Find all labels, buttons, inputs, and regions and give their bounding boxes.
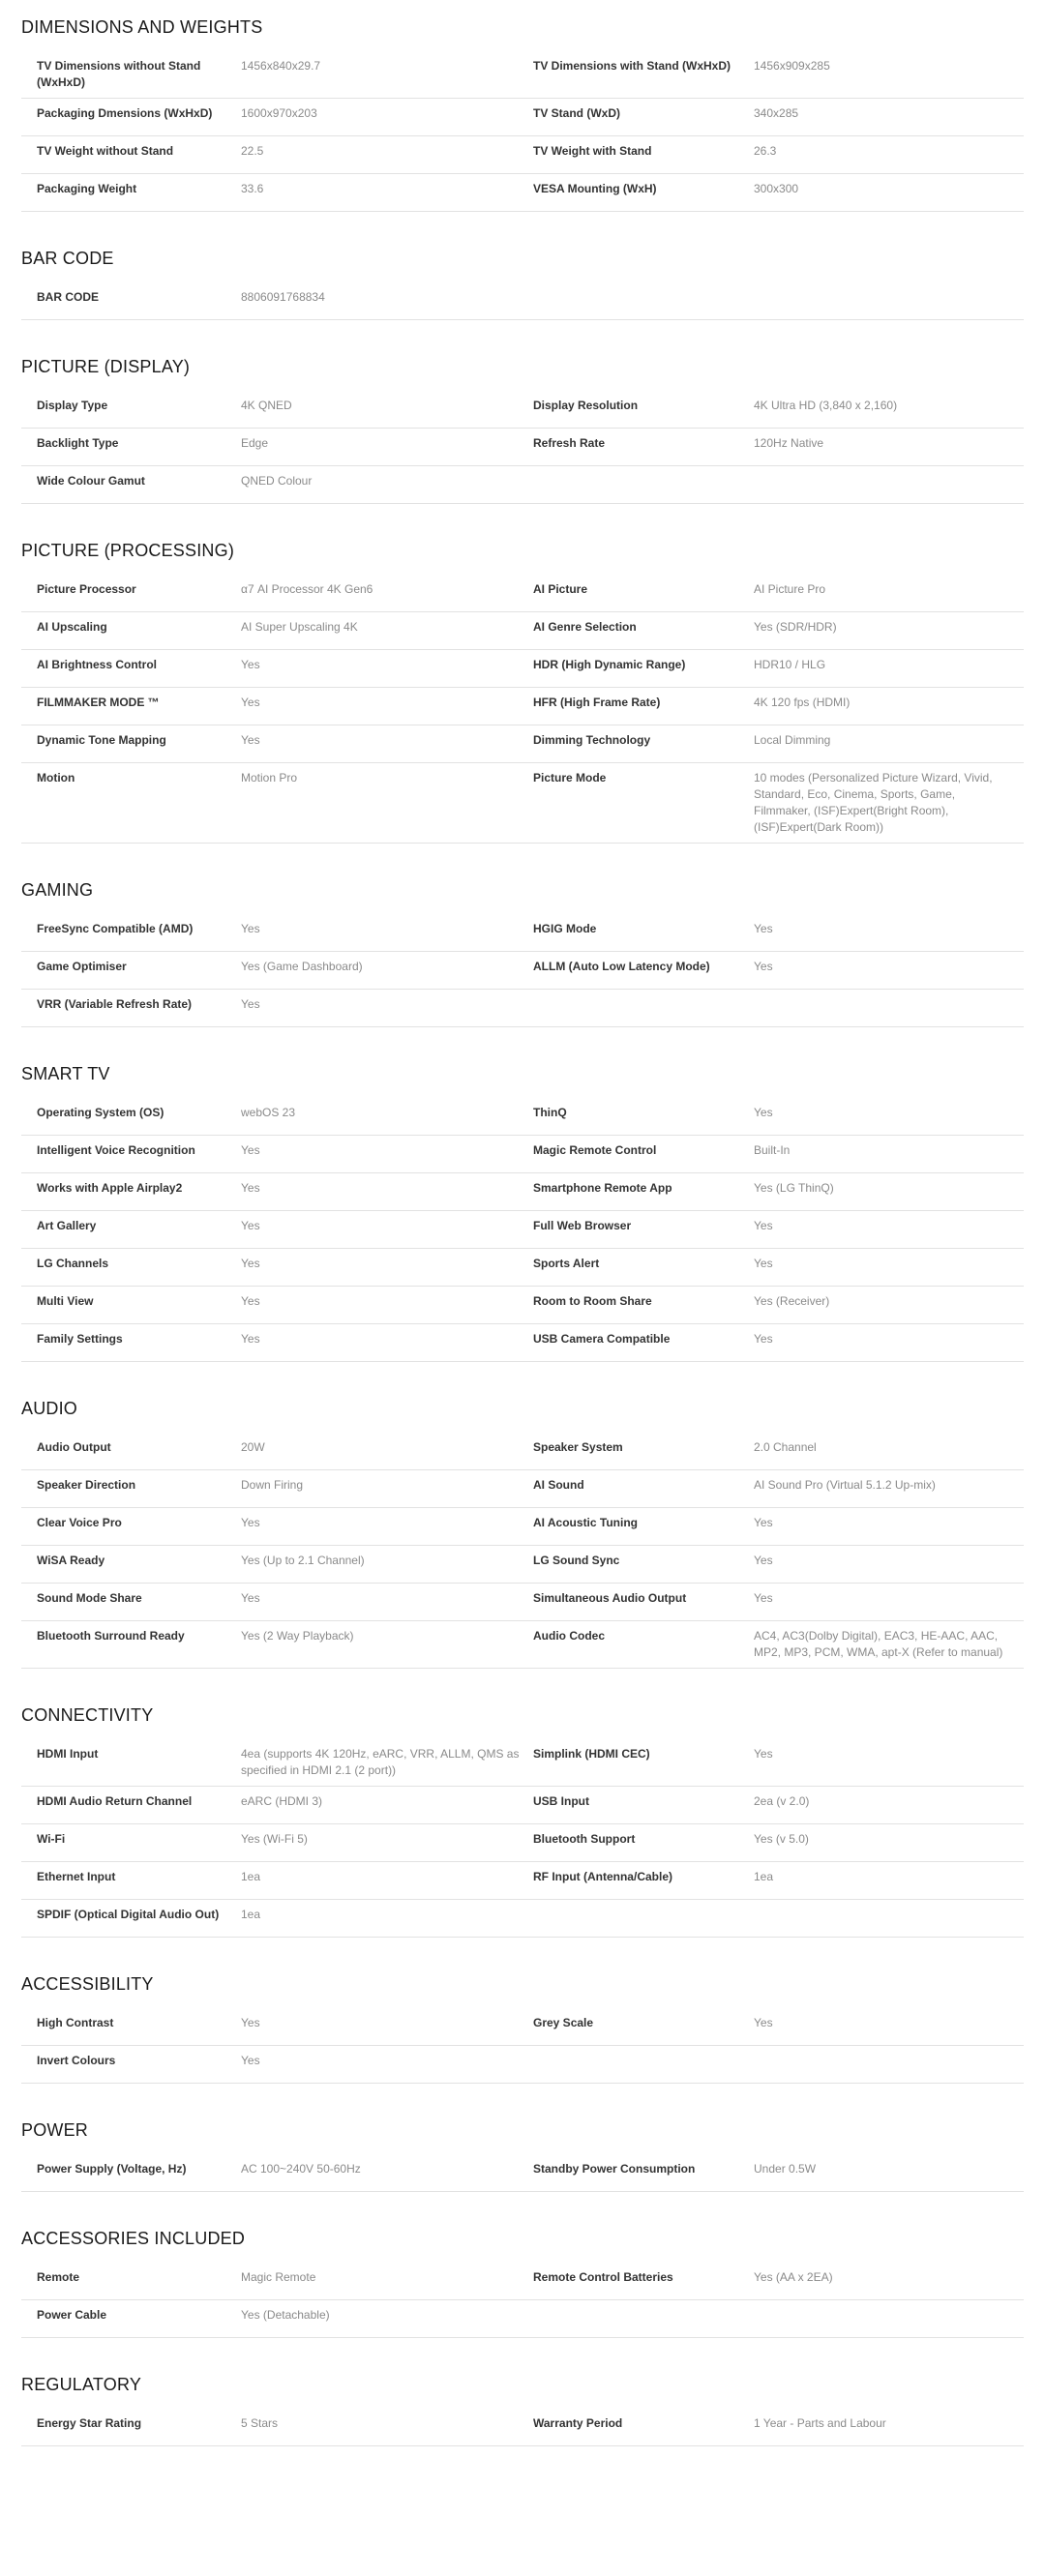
spec-row xyxy=(21,612,1024,650)
spec-label: Full Web Browser xyxy=(533,1219,632,1232)
section-title: PICTURE (DISPLAY) xyxy=(21,357,191,376)
spec-row xyxy=(21,1136,1024,1173)
spec-value: webOS 23 xyxy=(241,1106,296,1119)
spec-row xyxy=(21,466,1024,504)
section-title: POWER xyxy=(21,2120,89,2140)
spec-value: 1 Year - Parts and Labour xyxy=(754,2416,886,2430)
spec-row xyxy=(21,51,1024,99)
spec-value: Yes xyxy=(754,960,773,973)
spec-label: Remote xyxy=(37,2270,80,2284)
spec-value: Yes xyxy=(241,1257,260,1270)
section-title: SMART TV xyxy=(21,1064,110,1083)
spec-label: Simultaneous Audio Output xyxy=(533,1591,687,1605)
spec-label: SPDIF (Optical Digital Audio Out) xyxy=(37,1908,220,1921)
spec-value: 10 modes (Personalized Picture Wizard, Vivid, Standard, Eco, Cinema, Sports, Game, Filmmaker, (ISF)Expert(Bright Room), (ISF)Expert(Dark Room)) xyxy=(754,771,993,834)
spec-value: Yes xyxy=(754,1332,773,1346)
spec-label: Standby Power Consumption xyxy=(533,2162,696,2176)
spec-label: Invert Colours xyxy=(37,2054,116,2067)
spec-value: 22.5 xyxy=(241,144,264,158)
spec-label: Simplink (HDMI CEC) xyxy=(533,1747,650,1761)
spec-row xyxy=(21,1508,1024,1546)
spec-row xyxy=(21,282,1024,320)
spec-value: Yes xyxy=(241,696,260,709)
spec-row xyxy=(21,1621,1024,1669)
spec-value: 1456x909x285 xyxy=(754,59,830,73)
section-title: GAMING xyxy=(21,880,94,900)
spec-label: VRR (Variable Refresh Rate) xyxy=(37,997,193,1011)
spec-row xyxy=(21,914,1024,952)
spec-value: Yes xyxy=(241,1516,260,1529)
spec-section xyxy=(21,249,1024,320)
spec-value: AI Picture Pro xyxy=(754,582,826,596)
spec-value: AI Sound Pro (Virtual 5.1.2 Up-mix) xyxy=(754,1478,936,1492)
spec-label: WiSA Ready xyxy=(37,1554,105,1567)
spec-label: HFR (High Frame Rate) xyxy=(533,696,661,709)
spec-label: Bluetooth Surround Ready xyxy=(37,1629,185,1643)
spec-value: 120Hz Native xyxy=(754,436,824,450)
spec-value: Yes xyxy=(241,1143,260,1157)
spec-section xyxy=(21,1399,1024,1669)
spec-section xyxy=(21,2120,1024,2192)
spec-value: 8806091768834 xyxy=(241,290,325,304)
spec-value: Magic Remote xyxy=(241,2270,316,2284)
spec-value: eARC (HDMI 3) xyxy=(241,1794,323,1808)
spec-row xyxy=(21,391,1024,429)
spec-row xyxy=(21,2154,1024,2192)
spec-label: Bluetooth Support xyxy=(533,1832,636,1846)
spec-label: FILMMAKER MODE ™ xyxy=(37,696,160,709)
spec-value: AC 100~240V 50-60Hz xyxy=(241,2162,361,2176)
spec-row xyxy=(21,1324,1024,1362)
spec-label: Wi-Fi xyxy=(37,1832,66,1846)
spec-section xyxy=(21,880,1024,1027)
spec-label: Power Supply (Voltage, Hz) xyxy=(37,2162,187,2176)
spec-label: TV Weight without Stand xyxy=(37,144,174,158)
spec-value: Yes xyxy=(754,2016,773,2029)
spec-value: Yes (Receiver) xyxy=(754,1294,830,1308)
section-title: PICTURE (PROCESSING) xyxy=(21,541,235,560)
spec-value: AC4, AC3(Dolby Digital), EAC3, HE-AAC, AAC, MP2, MP3, PCM, WMA, apt-X (Refer to manual) xyxy=(754,1629,1003,1659)
spec-label: HDMI Input xyxy=(37,1747,99,1761)
spec-label: TV Dimensions with Stand (WxHxD) xyxy=(533,59,732,73)
spec-value: Down Firing xyxy=(241,1478,304,1492)
spec-row xyxy=(21,1433,1024,1470)
spec-row xyxy=(21,2046,1024,2084)
spec-value: Yes xyxy=(241,1181,260,1195)
spec-value: 26.3 xyxy=(754,144,777,158)
spec-value: Yes xyxy=(241,2016,260,2029)
spec-value: Yes (v 5.0) xyxy=(754,1832,809,1846)
spec-value: 340x285 xyxy=(754,106,799,120)
spec-label: Display Type xyxy=(37,399,108,412)
spec-section xyxy=(21,1974,1024,2084)
spec-row xyxy=(21,1287,1024,1324)
spec-row xyxy=(21,1900,1024,1938)
spec-value: Yes xyxy=(754,1747,773,1761)
spec-row xyxy=(21,2263,1024,2300)
spec-label: ThinQ xyxy=(533,1106,567,1119)
spec-value: Built-In xyxy=(754,1143,791,1157)
spec-row xyxy=(21,1249,1024,1287)
spec-row xyxy=(21,1584,1024,1621)
spec-value: 4K Ultra HD (3,840 x 2,160) xyxy=(754,399,898,412)
spec-value: Yes xyxy=(754,1591,773,1605)
spec-row xyxy=(21,2300,1024,2338)
spec-label: LG Sound Sync xyxy=(533,1554,620,1567)
spec-value: Edge xyxy=(241,436,269,450)
spec-value: Yes xyxy=(241,1332,260,1346)
spec-label: HDR (High Dynamic Range) xyxy=(533,658,686,671)
spec-label: BAR CODE xyxy=(37,290,100,304)
spec-row xyxy=(21,136,1024,174)
spec-row xyxy=(21,1862,1024,1900)
section-title: DIMENSIONS AND WEIGHTS xyxy=(21,17,263,37)
spec-label: Game Optimiser xyxy=(37,960,127,973)
spec-value: Yes (Detachable) xyxy=(241,2308,330,2322)
spec-value: 2.0 Channel xyxy=(754,1440,817,1454)
spec-value: Yes (AA x 2EA) xyxy=(754,2270,833,2284)
spec-value: 1456x840x29.7 xyxy=(241,59,321,73)
spec-value: Yes xyxy=(241,733,260,747)
spec-value: 20W xyxy=(241,1440,265,1454)
spec-value: Yes xyxy=(241,922,260,935)
spec-row xyxy=(21,2008,1024,2046)
spec-label: HGIG Mode xyxy=(533,922,597,935)
spec-section xyxy=(21,2375,1024,2446)
spec-value: 33.6 xyxy=(241,182,264,195)
spec-section xyxy=(21,1064,1024,1362)
spec-label: Backlight Type xyxy=(37,436,119,450)
section-title: REGULATORY xyxy=(21,2375,142,2394)
spec-label: USB Camera Compatible xyxy=(533,1332,671,1346)
spec-label: Magic Remote Control xyxy=(533,1143,657,1157)
spec-label: Warranty Period xyxy=(533,2416,623,2430)
spec-row xyxy=(21,650,1024,688)
spec-section xyxy=(21,541,1024,844)
spec-label: Smartphone Remote App xyxy=(533,1181,672,1195)
spec-label: Operating System (OS) xyxy=(37,1106,164,1119)
spec-value: 5 Stars xyxy=(241,2416,279,2430)
spec-label: Speaker Direction xyxy=(37,1478,136,1492)
spec-label: AI Sound xyxy=(533,1478,584,1492)
spec-section xyxy=(21,2229,1024,2338)
spec-value: Yes xyxy=(241,1219,260,1232)
spec-value: Yes (SDR/HDR) xyxy=(754,620,837,634)
spec-value: Local Dimming xyxy=(754,733,831,747)
spec-label: Dynamic Tone Mapping xyxy=(37,733,166,747)
spec-value: Motion Pro xyxy=(241,771,298,785)
spec-row xyxy=(21,1470,1024,1508)
spec-value: QNED Colour xyxy=(241,474,313,488)
spec-label: Clear Voice Pro xyxy=(37,1516,122,1529)
spec-label: AI Acoustic Tuning xyxy=(533,1516,638,1529)
spec-value: 300x300 xyxy=(754,182,799,195)
spec-value: Yes (Wi-Fi 5) xyxy=(241,1832,308,1846)
spec-label: Multi View xyxy=(37,1294,94,1308)
spec-value: 1ea xyxy=(241,1908,261,1921)
spec-label: Intelligent Voice Recognition xyxy=(37,1143,195,1157)
spec-label: Packaging Weight xyxy=(37,182,137,195)
spec-label: Grey Scale xyxy=(533,2016,594,2029)
spec-row xyxy=(21,952,1024,990)
spec-row xyxy=(21,763,1024,844)
section-title: ACCESSORIES INCLUDED xyxy=(21,2229,246,2248)
spec-label: Remote Control Batteries xyxy=(533,2270,673,2284)
spec-value: HDR10 / HLG xyxy=(754,658,826,671)
spec-label: AI Upscaling xyxy=(37,620,107,634)
spec-row xyxy=(21,688,1024,725)
spec-row xyxy=(21,429,1024,466)
spec-label: Sound Mode Share xyxy=(37,1591,142,1605)
spec-section xyxy=(21,1705,1024,1938)
spec-value: 4ea (supports 4K 120Hz, eARC, VRR, ALLM, QMS as specified in HDMI 2.1 (2 port)) xyxy=(241,1747,520,1777)
spec-row xyxy=(21,1173,1024,1211)
section-title: AUDIO xyxy=(21,1399,78,1418)
spec-label: AI Picture xyxy=(533,582,588,596)
spec-value: 1600x970x203 xyxy=(241,106,317,120)
spec-label: HDMI Audio Return Channel xyxy=(37,1794,193,1808)
spec-value: Yes (Game Dashboard) xyxy=(241,960,363,973)
spec-value: Under 0.5W xyxy=(754,2162,817,2176)
spec-label: Speaker System xyxy=(533,1440,623,1454)
spec-label: TV Dimensions without Stand (WxHxD) xyxy=(37,59,201,89)
spec-value: Yes xyxy=(754,1257,773,1270)
spec-label: High Contrast xyxy=(37,2016,114,2029)
spec-label: Room to Room Share xyxy=(533,1294,652,1308)
spec-label: Audio Codec xyxy=(533,1629,605,1643)
spec-value: 2ea (v 2.0) xyxy=(754,1794,810,1808)
spec-section xyxy=(21,17,1024,212)
spec-label: FreeSync Compatible (AMD) xyxy=(37,922,194,935)
spec-label: Motion xyxy=(37,771,75,785)
spec-value: α7 AI Processor 4K Gen6 xyxy=(241,582,373,596)
spec-value: Yes xyxy=(754,922,773,935)
spec-row xyxy=(21,1739,1024,1787)
spec-row xyxy=(21,99,1024,136)
spec-label: Refresh Rate xyxy=(533,436,606,450)
spec-value: Yes (2 Way Playback) xyxy=(241,1629,354,1643)
spec-label: AI Brightness Control xyxy=(37,658,158,671)
spec-value: AI Super Upscaling 4K xyxy=(241,620,358,634)
spec-value: 1ea xyxy=(754,1870,774,1883)
spec-row xyxy=(21,174,1024,212)
spec-value: 1ea xyxy=(241,1870,261,1883)
spec-value: Yes xyxy=(241,997,260,1011)
spec-label: TV Weight with Stand xyxy=(533,144,652,158)
spec-label: TV Stand (WxD) xyxy=(533,106,620,120)
spec-value: Yes xyxy=(754,1219,773,1232)
spec-value: Yes xyxy=(241,2054,260,2067)
spec-row xyxy=(21,1824,1024,1862)
spec-value: Yes xyxy=(754,1516,773,1529)
spec-value: 4K QNED xyxy=(241,399,292,412)
spec-label: Ethernet Input xyxy=(37,1870,116,1883)
spec-label: Display Resolution xyxy=(533,399,639,412)
section-title: ACCESSIBILITY xyxy=(21,1974,154,1994)
spec-label: Audio Output xyxy=(37,1440,111,1454)
section-title: CONNECTIVITY xyxy=(21,1705,154,1725)
spec-row xyxy=(21,1546,1024,1584)
spec-row xyxy=(21,990,1024,1027)
spec-value: Yes xyxy=(241,1294,260,1308)
spec-row xyxy=(21,1098,1024,1136)
spec-value: Yes xyxy=(241,1591,260,1605)
spec-label: Wide Colour Gamut xyxy=(37,474,145,488)
spec-section xyxy=(21,357,1024,504)
spec-value: Yes (Up to 2.1 Channel) xyxy=(241,1554,365,1567)
spec-row xyxy=(21,1211,1024,1249)
spec-label: Dimming Technology xyxy=(533,733,651,747)
spec-label: RF Input (Antenna/Cable) xyxy=(533,1870,672,1883)
spec-label: VESA Mounting (WxH) xyxy=(533,182,657,195)
spec-value: Yes xyxy=(754,1106,773,1119)
spec-label: Works with Apple Airplay2 xyxy=(37,1181,183,1195)
spec-label: Packaging Dmensions (WxHxD) xyxy=(37,106,213,120)
spec-label: LG Channels xyxy=(37,1257,109,1270)
spec-label: ALLM (Auto Low Latency Mode) xyxy=(533,960,710,973)
spec-label: Family Settings xyxy=(37,1332,123,1346)
spec-value: Yes (LG ThinQ) xyxy=(754,1181,834,1195)
spec-row xyxy=(21,725,1024,763)
spec-label: Art Gallery xyxy=(37,1219,97,1232)
spec-label: Picture Mode xyxy=(533,771,607,785)
spec-label: Energy Star Rating xyxy=(37,2416,142,2430)
spec-label: Sports Alert xyxy=(533,1257,600,1270)
spec-label: Power Cable xyxy=(37,2308,107,2322)
spec-label: Picture Processor xyxy=(37,582,136,596)
section-title: BAR CODE xyxy=(21,249,114,268)
spec-row xyxy=(21,2409,1024,2446)
spec-value: Yes xyxy=(754,1554,773,1567)
spec-row xyxy=(21,575,1024,612)
spec-value: Yes xyxy=(241,658,260,671)
spec-label: AI Genre Selection xyxy=(533,620,637,634)
spec-row xyxy=(21,1787,1024,1824)
spec-value: 4K 120 fps (HDMI) xyxy=(754,696,851,709)
spec-label: USB Input xyxy=(533,1794,589,1808)
